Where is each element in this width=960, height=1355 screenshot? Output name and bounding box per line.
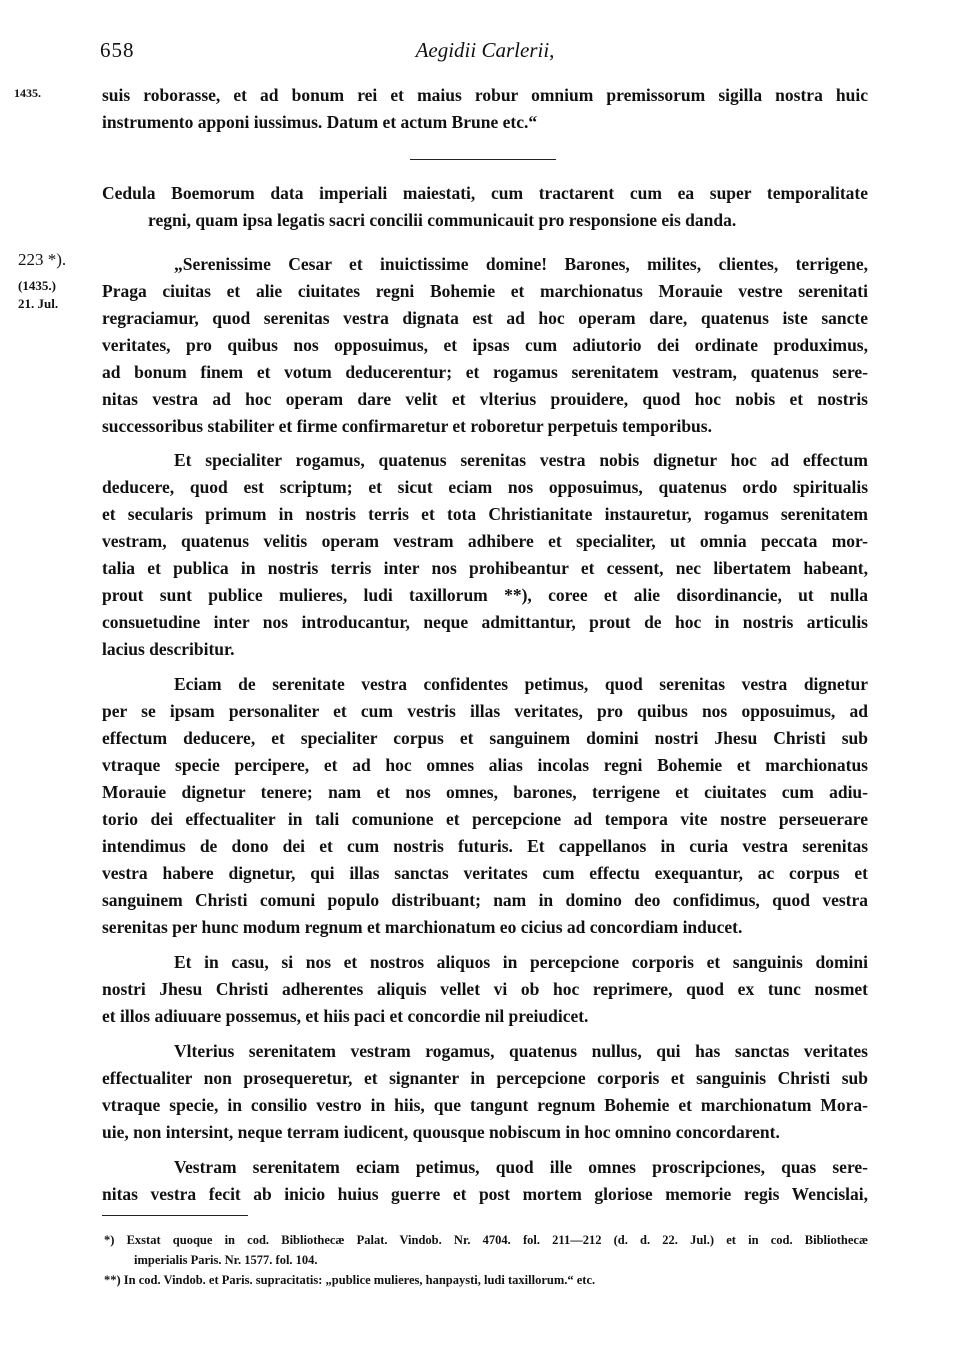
caption-line: Cedula Boemorum data imperiali maiestati, cum tractarent cum ea super temporalitate	[102, 183, 868, 203]
text-line: uie, non intersint, neque terram iudicent, quousque nobiscum in hoc omnino concordarent.	[102, 1122, 780, 1142]
text-line: suis roborasse, et ad bonum rei et maius robur omnium premissorum sigilla nostra huic	[102, 85, 868, 105]
text-line: regraciamur, quod serenitas vestra dignata est ad hoc operam dare, quatenus iste sancte	[102, 308, 868, 328]
footnote-line: imperialis Paris. Nr. 1577. fol. 104.	[134, 1253, 318, 1267]
text-line: „Serenissime Cesar et inuictissime domine! Barones, milites, clientes, terrigene,	[174, 254, 868, 274]
section-separator	[410, 159, 556, 160]
page-header	[100, 38, 870, 68]
text-line: per se ipsam personaliter et cum vestris illas veritates, pro quibus nos opposuimus, ad	[102, 701, 868, 721]
text-line: vestram, quatenus velitis operam vestram adhibere et specialiter, ut omnia peccata mor-	[102, 531, 868, 551]
text-line: veritates, pro quibus nos opposuimus, et ipsas cum adiutorio dei ordinate produximus,	[102, 335, 868, 355]
text-line: Eciam de serenitate vestra confidentes petimus, quod serenitas vestra dignetur	[174, 674, 868, 694]
text-line: et illos adiuuare possemus, et hiis paci et concordie nil preiudicet.	[102, 1006, 589, 1026]
text-line: Morauie dignetur tenere; nam et nos omnes, barones, terrigene et ciuitates cum adiu-	[102, 782, 868, 802]
text-line: talia et publica in nostris terris inter nos prohibeantur et cessent, nec libertatem habeant,	[102, 558, 868, 578]
text-line: Praga ciuitas et alie ciuitates regni Bohemie et marchionatus Morauie vestre serenitati	[102, 281, 868, 301]
text-line: Vestram serenitatem eciam petimus, quod ille omnes proscripciones, quas sere-	[174, 1157, 868, 1177]
margin-document-year: (1435.)	[18, 278, 56, 293]
text-line: consuetudine inter nos introducantur, neque admittantur, prout de hoc in nostris articulis	[102, 612, 868, 632]
page-number: 658	[100, 38, 135, 62]
text-line: nitas vestra fecit ab inicio huius guerre et post mortem gloriose memorie regis Wencislai,	[102, 1184, 868, 1204]
text-line: serenitas per hunc modum regnum et marchionatum eo cicius ad concordiam inducet.	[102, 917, 743, 937]
text-line: lacius describitur.	[102, 639, 235, 659]
text-line: nitas vestra ad hoc operam dare velit et vlterius prouidere, quod hoc nobis et nostris	[102, 389, 868, 409]
text-line: vestra habere dignetur, qui illas sanctas veritates cum effectu exequantur, ac corpus et	[102, 863, 868, 883]
running-title: Aegidii Carlerii,	[415, 38, 555, 62]
text-line: nostri Jhesu Christi adherentes aliquis vellet vi ob hoc reprimere, quod ex tunc nosmet	[102, 979, 868, 999]
text-line: Et in casu, si nos et nostros aliquos in percepcione corporis et sanguinis domini	[174, 952, 868, 972]
margin-year: 1435.	[14, 86, 41, 100]
text-line: intendimus de dono dei et cum nostris futuris. Et cappellanos in curia vestra serenitas	[102, 836, 868, 856]
text-line: Et specialiter rogamus, quatenus serenitas vestra nobis dignetur hoc ad effectum	[174, 450, 868, 470]
text-line: ad bonum finem et votum deducerentur; et rogamus serenitatem vestram, quatenus sere-	[102, 362, 868, 382]
footnote-line: *) Exstat quoque in cod. Bibliothecæ Palat. Vindob. Nr. 4704. fol. 211—212 (d. d. 22. Jul.) et in cod. Bibliothecæ	[104, 1233, 868, 1247]
footnote-rule	[102, 1215, 248, 1216]
text-line: torio dei effectualiter in tali comunione et percepcione ad tempora vite nostre perseuerare	[102, 809, 868, 829]
margin-document-number: 223 *).	[18, 250, 67, 269]
text-line: successoribus stabiliter et firme confirmaretur et roboretur perpetuis temporibus.	[102, 416, 712, 436]
caption-line: regni, quam ipsa legatis sacri concilii communicauit pro responsione eis danda.	[148, 210, 737, 230]
text-line: vtraque specie, in consilio vestro in hiis, que tangunt regnum Bohemie et marchionatum Mora-	[102, 1095, 868, 1115]
text-line: vtraque specie percipere, et ad hoc omnes alias incolas regni Bohemie et marchionatus	[102, 755, 868, 775]
text-line: deducere, quod est scriptum; et sicut eciam nos opposuimus, quatenus ordo spiritualis	[102, 477, 868, 497]
footnote-line: **) In cod. Vindob. et Paris. supracitatis: „publice mulieres, hanpaysti, ludi taxillorum.“ etc.	[104, 1273, 596, 1287]
text-line: prout sunt publice mulieres, ludi taxillorum **), coree et alie disordinancie, ut nulla	[102, 585, 868, 605]
text-line: sanguinem Christi comuni populo distribuant; nam in domino deo confidimus, quod vestra	[102, 890, 868, 910]
text-line: instrumento apponi iussimus. Datum et actum Brune etc.“	[102, 112, 538, 132]
text-line: Vlterius serenitatem vestram rogamus, quatenus nullus, qui has sanctas veritates	[174, 1041, 868, 1061]
text-line: effectum deducere, et specialiter corpus et sanguinem domini nostri Jhesu Christi sub	[102, 728, 868, 748]
margin-document-date: 21. Jul.	[18, 296, 59, 311]
text-line: effectualiter non prosequeretur, et signanter in percepcione corporis et sanguinis Christi sub	[102, 1068, 868, 1088]
text-line: et secularis primum in nostris terris et tota Christianitate instauretur, rogamus serenitatem	[102, 504, 868, 524]
